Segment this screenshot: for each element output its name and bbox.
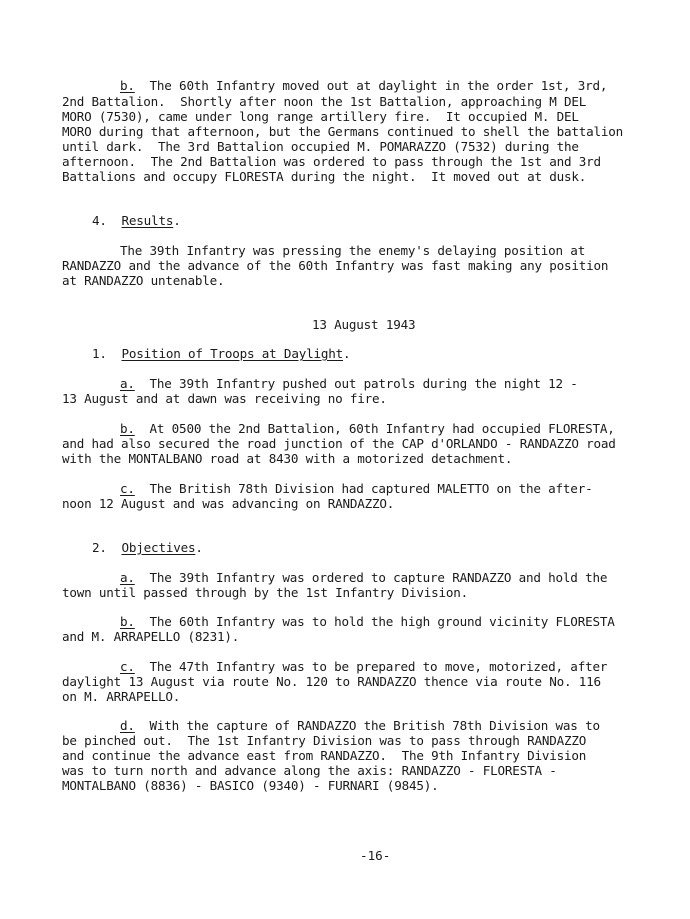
subparagraph-label: b. [120, 614, 135, 629]
body-text: MONTALBANO (8836) - BASICO (9340) - FURNARI (9845). [62, 778, 439, 793]
body-text: The 60th Infantry moved out at daylight in the order 1st, 3rd, [134, 78, 608, 93]
body-text: at RANDAZZO untenable. [62, 273, 225, 288]
text-line [62, 391, 387, 406]
text-line [62, 763, 557, 778]
text-line [120, 421, 615, 436]
heading-number: 1. [92, 346, 122, 361]
section-heading: Objectives [121, 540, 196, 555]
text-line [62, 94, 586, 109]
body-text: was to turn north and advance along the axis: RANDAZZO - FLORESTA - [62, 763, 557, 778]
body-text: The 39th Infantry pushed out patrols during the night 12 - [134, 376, 578, 391]
text-line [62, 258, 608, 273]
body-text: afternoon. The 2nd Battalion was ordered to pass through the 1st and 3rd [62, 154, 601, 169]
body-text: The 47th Infantry was to be prepared to move, motorized, after [134, 659, 608, 674]
body-text: and had also secured the road junction of the CAP d'ORLANDO - RANDAZZO road [62, 436, 616, 451]
text-line [120, 614, 615, 629]
subparagraph-label: c. [120, 481, 135, 496]
body-text: on M. ARRAPELLO. [62, 689, 181, 704]
body-text: The British 78th Division had captured MALETTO on the after- [134, 481, 593, 496]
body-text: At 0500 the 2nd Battalion, 60th Infantry had occupied FLORESTA, [134, 421, 615, 436]
text-line [62, 109, 579, 124]
heading-period: . [173, 213, 181, 228]
heading-number: 4. [92, 213, 122, 228]
text-line [92, 346, 350, 361]
text-line [120, 718, 600, 733]
heading-number: 2. [92, 540, 122, 555]
body-text: Battalions and occupy FLORESTA during the night. It moved out at dusk. [62, 169, 587, 184]
body-text: be pinched out. The 1st Infantry Division was to pass through RANDAZZO [62, 733, 587, 748]
text-line [62, 139, 579, 154]
subparagraph-label: d. [120, 718, 135, 733]
body-text: until dark. The 3rd Battalion occupied M. POMARAZZO (7532) during the [62, 139, 579, 154]
text-line [62, 733, 586, 748]
body-text: daylight 13 August via route No. 120 to RANDAZZO thence via route No. 116 [62, 674, 601, 689]
section-heading: Position of Troops at Daylight [121, 346, 343, 361]
text-line [62, 154, 601, 169]
text-line [62, 496, 394, 511]
body-text: The 60th Infantry was to hold the high ground vicinity FLORESTA [134, 614, 615, 629]
body-text: The 39th Infantry was ordered to capture RANDAZZO and hold the [134, 570, 608, 585]
body-text: MORO during that afternoon, but the Germans continued to shell the battalion [62, 124, 624, 139]
text-line [92, 540, 203, 555]
text-line [62, 273, 224, 288]
body-text: With the capture of RANDAZZO the British 78th Division was to [134, 718, 600, 733]
subparagraph-label: b. [120, 421, 135, 436]
body-text: with the MONTALBANO road at 8430 with a motorized detachment. [62, 451, 513, 466]
text-line [62, 674, 601, 689]
section-heading: Results [121, 213, 174, 228]
text-line [62, 169, 586, 184]
page-number: -16- [360, 848, 391, 863]
text-line [62, 585, 468, 600]
body-text: and continue the advance east from RANDAZZO. The 9th Infantry Division [62, 748, 587, 763]
text-line [62, 689, 180, 704]
text-line [120, 659, 607, 674]
date-heading: 13 August 1943 [312, 317, 416, 332]
body-text: and M. ARRAPELLO (8231). [62, 629, 240, 644]
text-line [120, 481, 592, 496]
body-text: RANDAZZO and the advance of the 60th Infantry was fast making any position [62, 258, 609, 273]
text-line [120, 376, 578, 391]
text-line [62, 436, 616, 451]
subparagraph-label: b. [120, 78, 135, 93]
text-line [120, 78, 607, 93]
body-text: 13 August and at dawn was receiving no fire. [62, 391, 387, 406]
subparagraph-label: a. [120, 570, 135, 585]
subparagraph-label: a. [120, 376, 135, 391]
body-text: MORO (7530), came under long range artillery fire. It occupied M. DEL [62, 109, 579, 124]
heading-period: . [343, 346, 351, 361]
text-line [62, 629, 239, 644]
heading-period: . [195, 540, 203, 555]
text-line [62, 124, 623, 139]
text-line [62, 778, 439, 793]
text-line [62, 748, 586, 763]
body-text: The 39th Infantry was pressing the enemy's delaying position at [120, 243, 586, 258]
subparagraph-label: c. [120, 659, 135, 674]
text-line [312, 317, 415, 332]
text-line [120, 243, 585, 258]
body-text: town until passed through by the 1st Infantry Division. [62, 585, 469, 600]
text-line [92, 213, 181, 228]
body-text: 2nd Battalion. Shortly after noon the 1st Battalion, approaching M DEL [62, 94, 587, 109]
body-text: noon 12 August and was advancing on RANDAZZO. [62, 496, 395, 511]
text-line [120, 570, 607, 585]
text-line [62, 451, 512, 466]
